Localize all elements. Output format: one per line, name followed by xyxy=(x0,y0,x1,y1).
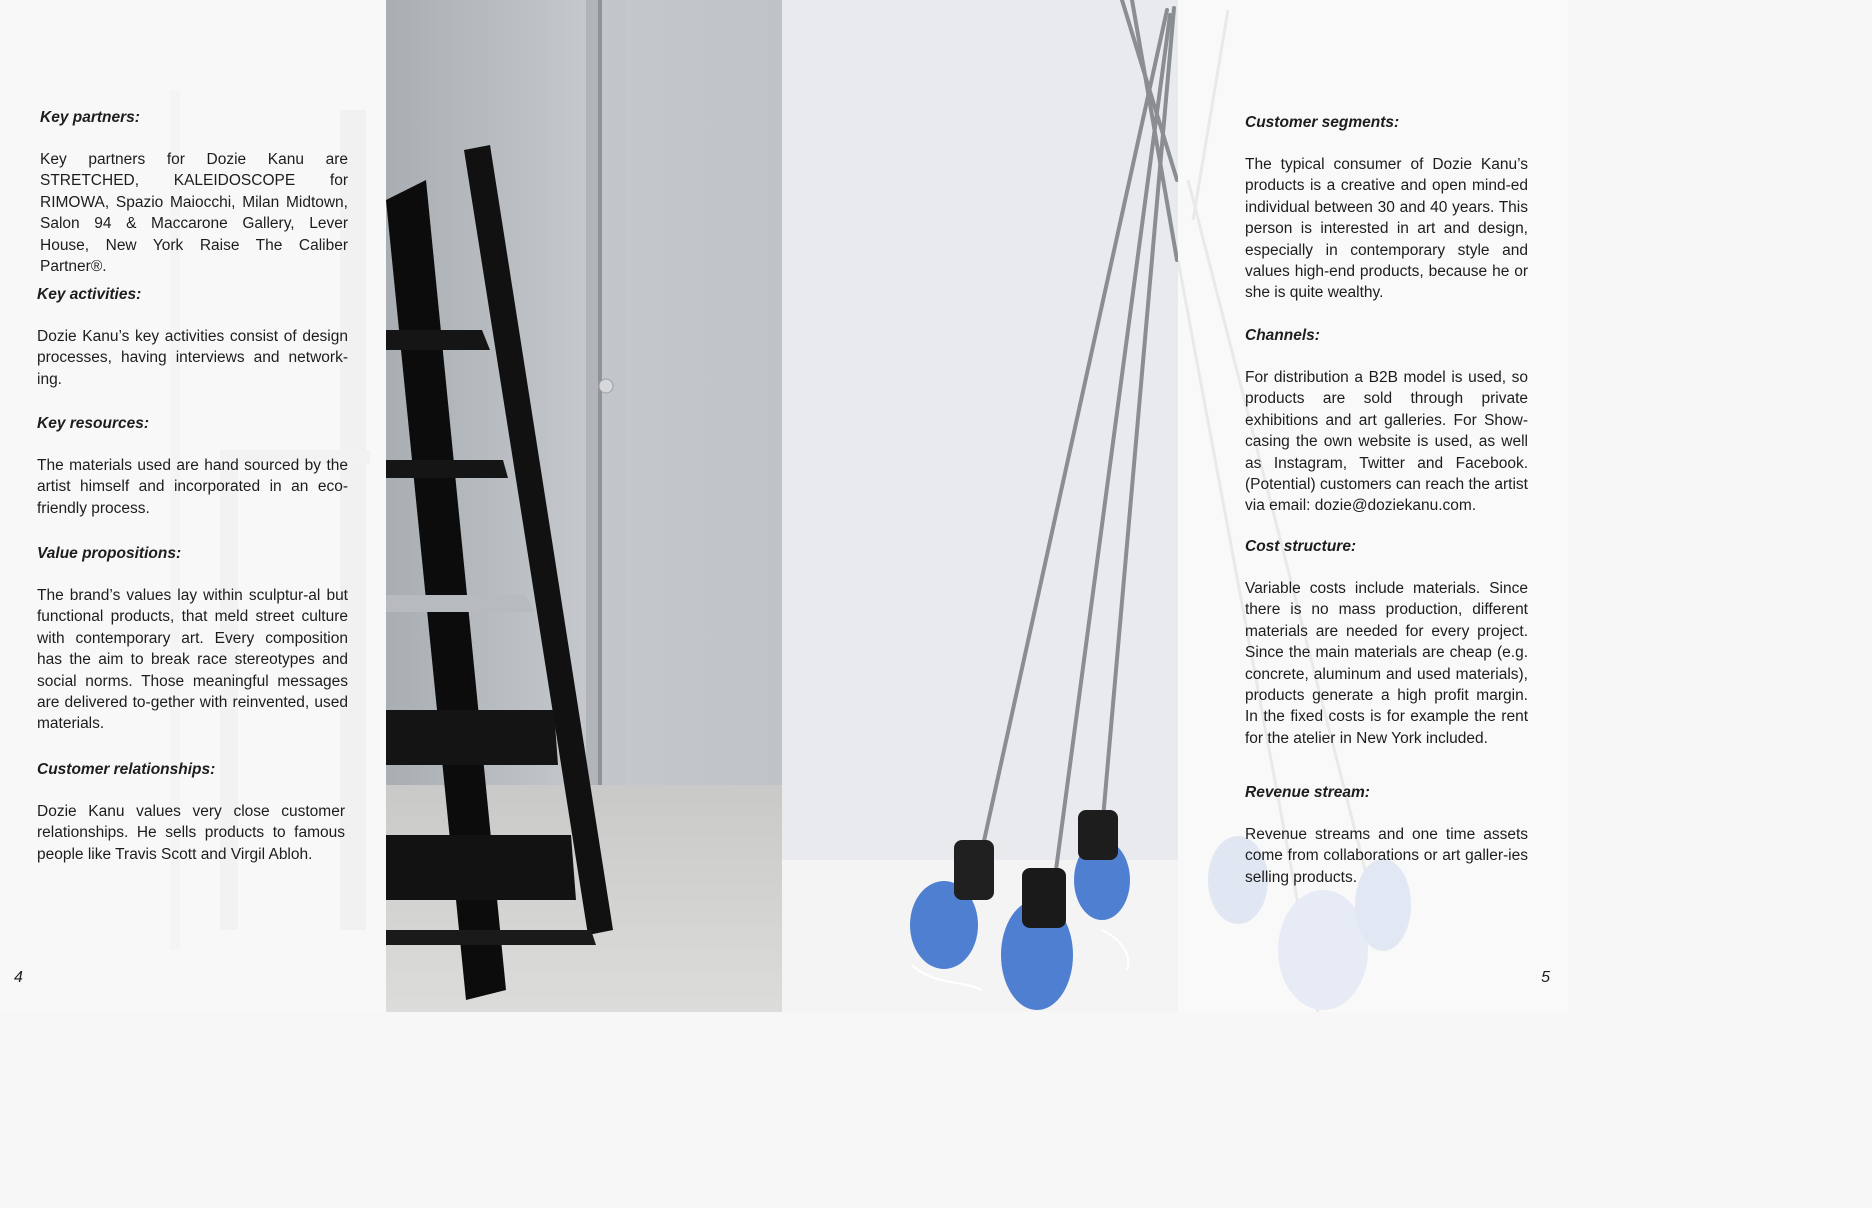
section-key-resources xyxy=(37,413,348,519)
section-body: The typical consumer of Dozie Kanu’s products is a creative and open mind-ed individual between 30 and 40 years. This person is interested in art and design, especially in contemporary style and values high-end products, because he or she is quite wealthy. xyxy=(1245,156,1528,302)
page-number-right: 5 xyxy=(1541,969,1550,986)
section-customer-relationships xyxy=(37,759,348,865)
section-heading: Customer relationships: xyxy=(37,761,216,778)
section-cost-structure xyxy=(1245,536,1528,749)
section-body: The brand’s values lay within sculptur-al but functional products, that meld street culture with contemporary art. Every composition has the aim to break race stereotypes and social norms. Those meaningful messages are delivered to-gether with reinvented, used materials. xyxy=(37,587,348,733)
section-heading: Cost structure: xyxy=(1245,538,1357,555)
section-heading: Key activities: xyxy=(37,286,142,303)
section-body: Revenue streams and one time assets come from collaborations or art galler-ies selling products. xyxy=(1245,826,1528,886)
section-heading: Value propositions: xyxy=(37,545,182,562)
section-body: Dozie Kanu values very close customer relationships. He sells products to famous people like Travis Scott and Virgil Abloh. xyxy=(37,803,345,863)
section-customer-segments xyxy=(1245,112,1528,304)
section-revenue-stream xyxy=(1245,782,1528,888)
section-heading: Channels: xyxy=(1245,327,1320,344)
section-body: Key partners for Dozie Kanu are STRETCHED, KALEIDOSCOPE for RIMOWA, Spazio Maiocchi, Milan Midtown, Salon 94 & Maccarone Gallery, Lever House, New York Raise The Caliber Partner®. xyxy=(40,151,348,276)
boxing-gloves-photo xyxy=(782,0,1178,1012)
ladder-shelf-photo xyxy=(386,0,782,1012)
section-key-activities xyxy=(37,284,348,390)
section-heading: Key partners: xyxy=(40,109,140,126)
boxing-gloves-illustration xyxy=(782,0,1178,1012)
ladder-shelf-illustration xyxy=(386,0,782,1012)
section-body: Variable costs include materials. Since there is no mass production, different materials are needed for every project. Since the main materials are cheap (e.g. concrete, aluminum and used materials), products generate a high profit margin. In the fixed costs is for example the rent for the atelier in New York included. xyxy=(1245,580,1528,747)
section-channels xyxy=(1245,325,1528,517)
section-body: Dozie Kanu’s key activities consist of design processes, having interviews and network-ing. xyxy=(37,328,348,388)
section-heading: Customer segments: xyxy=(1245,114,1400,131)
page-number-left: 4 xyxy=(14,969,23,986)
section-heading: Key resources: xyxy=(37,415,150,432)
section-body: The materials used are hand sourced by the artist himself and incorporated in an eco-friendly process. xyxy=(37,457,348,517)
left-page xyxy=(0,0,386,1012)
section-value-propositions xyxy=(37,543,348,735)
section-body: For distribution a B2B model is used, so products are sold through private exhibitions and art galleries. For Show-casing the own website is used, as well as Instagram, Twitter and Facebook. (Potential) customers can reach the artist via email: dozie@doziekanu.com. xyxy=(1245,369,1528,515)
section-heading: Revenue stream: xyxy=(1245,784,1370,801)
right-page xyxy=(1178,0,1568,1012)
section-key-partners xyxy=(37,107,348,277)
